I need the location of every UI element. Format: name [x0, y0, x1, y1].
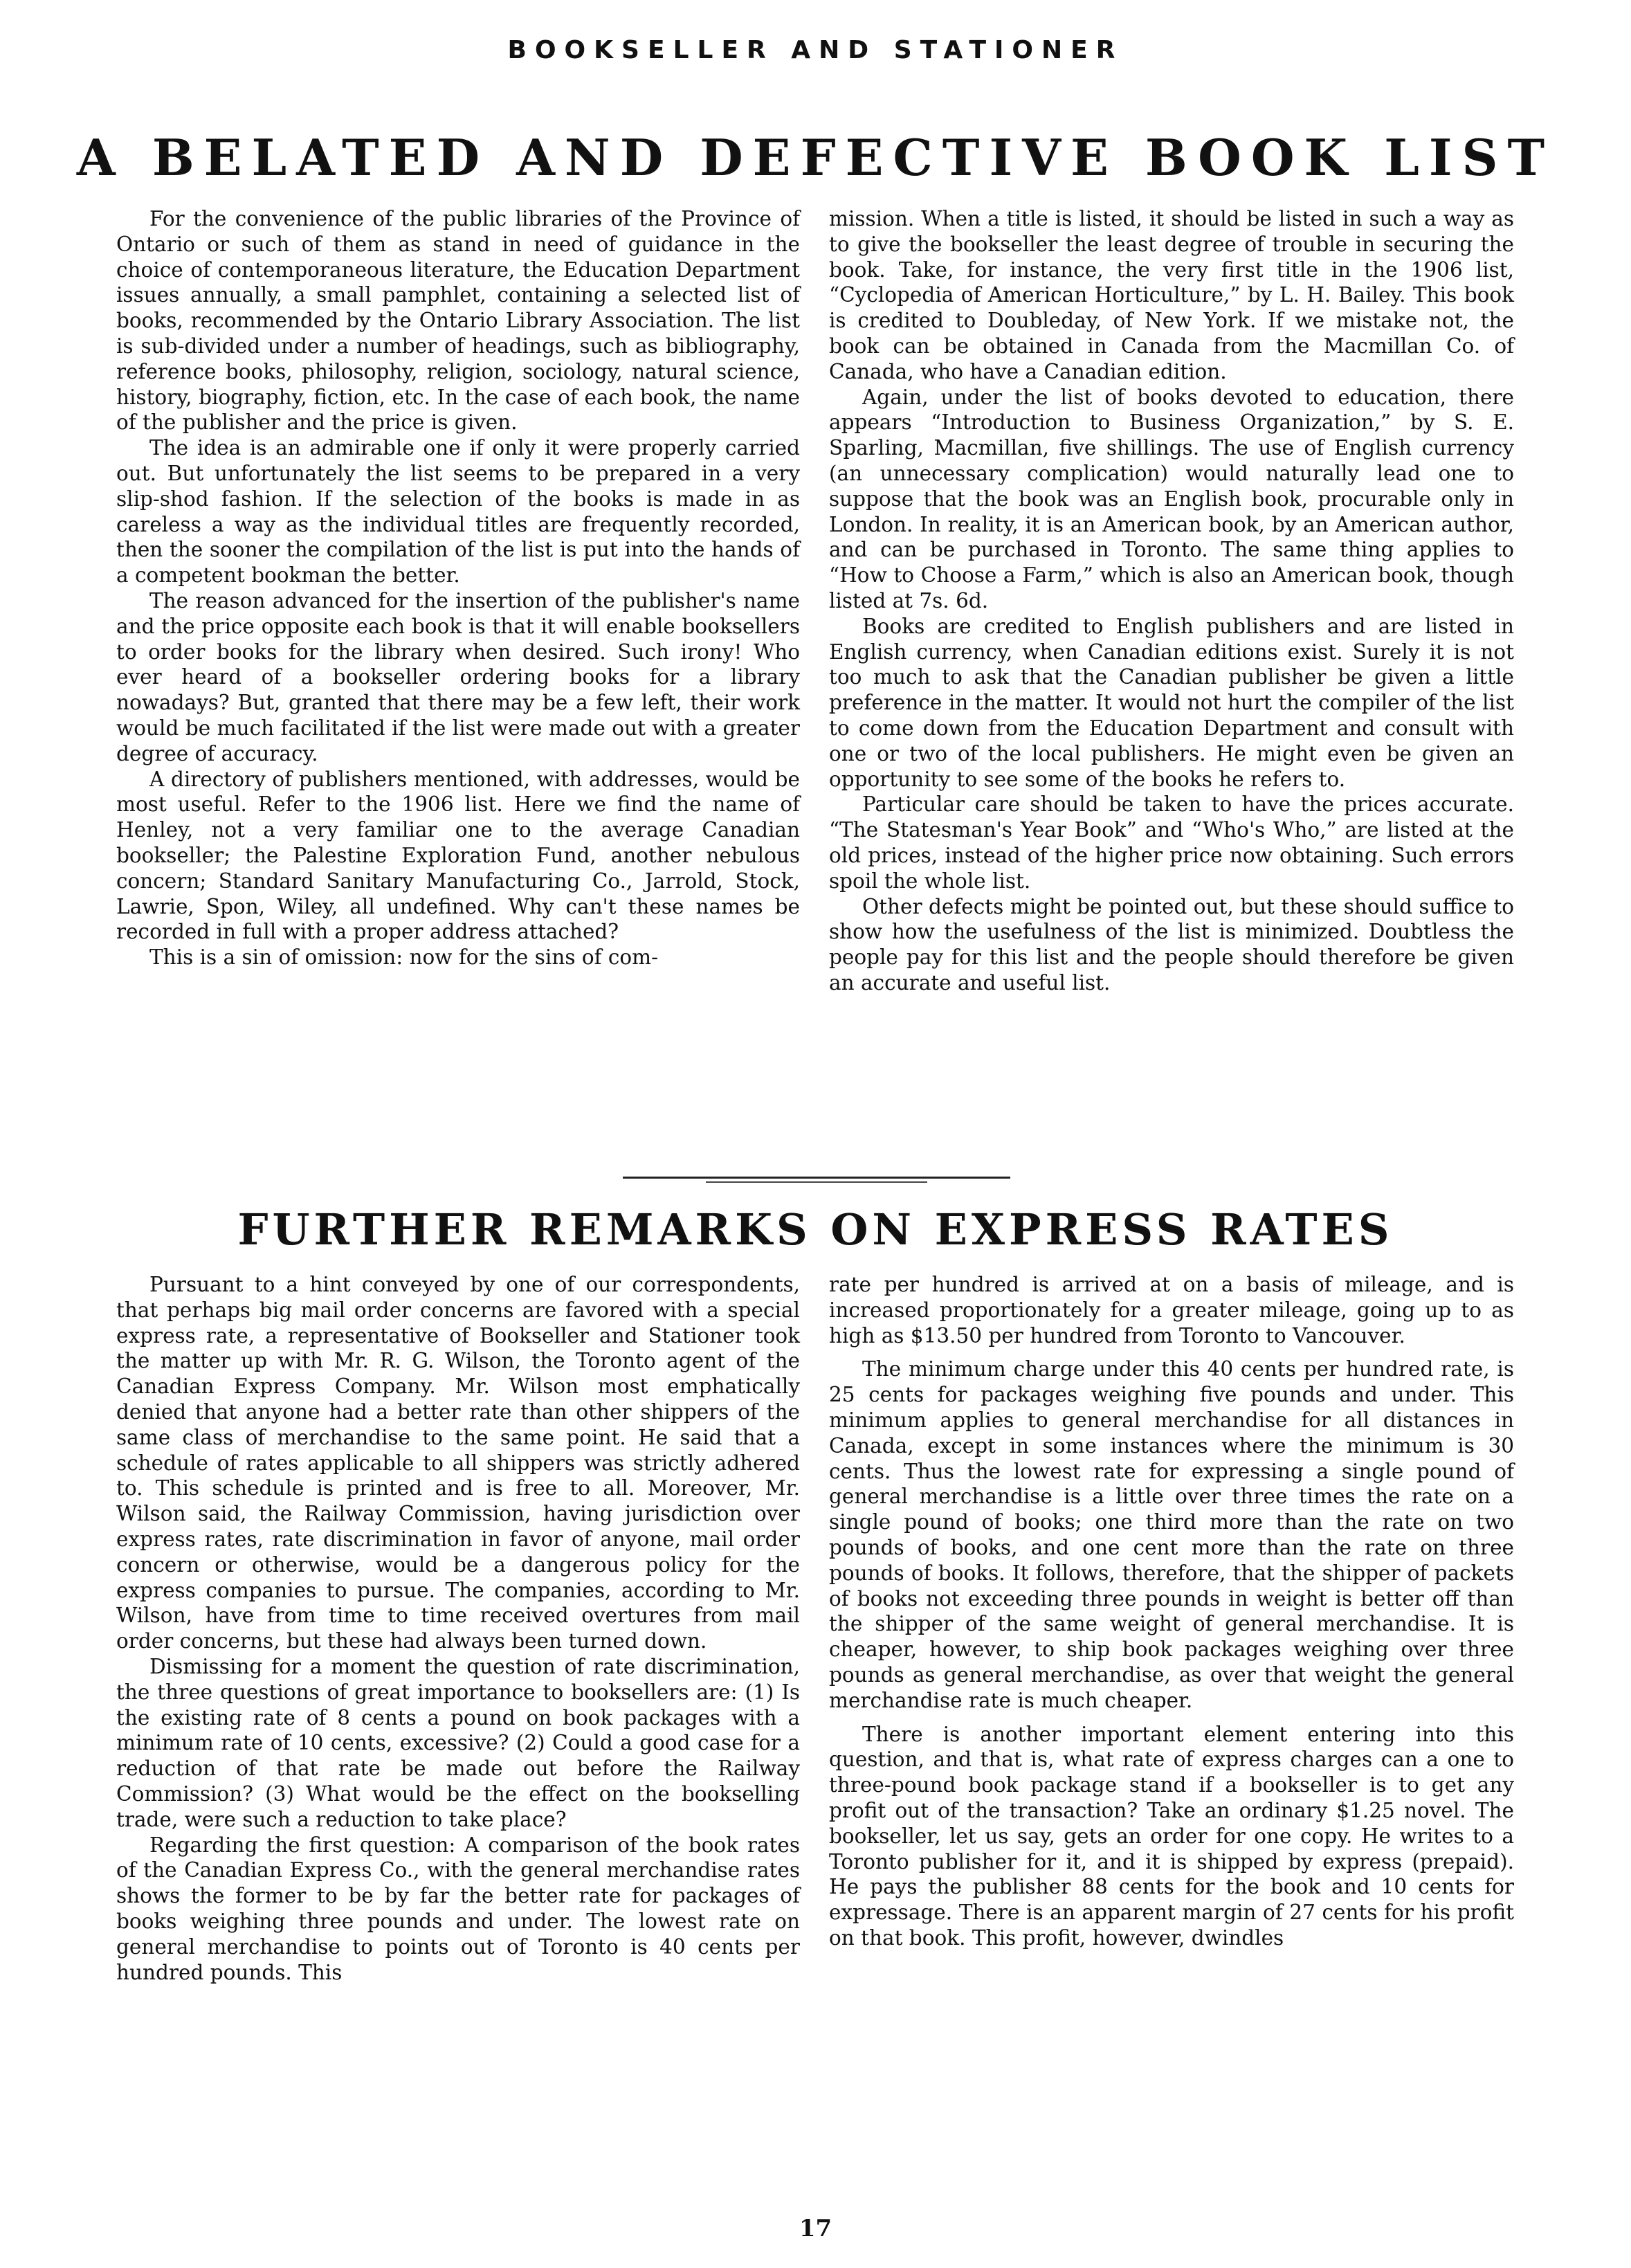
article2-column-right	[829, 1272, 1514, 1959]
paragraph: Books are credited to English publishers and are listed in English currency, when Canadian editions exist. Surely it is not too much to ask that the Canadian publisher be given a little preference in the matter. It would not hurt the compiler of the list to come down from the Education Department and consult with one or two of the local publishers. He might even be given an opportunity to see some of the books he refers to.	[829, 614, 1514, 791]
paragraph: Dismissing for a moment the question of rate discrimination, the three questions of great importance to booksellers are: (1) Is the existing rate of 8 cents a pound on book packages with a minimum rate of 10 cents, excessive? (2) Could a good case for a reduction of that rate be made out before the Railway Commission? (3) What would be the effect on the bookselling trade, were such a reduction to take place?	[116, 1654, 800, 1831]
article-title-express-rates: FURTHER REMARKS ON EXPRESS RATES	[237, 1204, 1394, 1255]
paragraph: There is another important element entering into this question, and that is, what rate of express charges can a one to three-pound book package stand if a bookseller is to get any profit out of the transaction? Take an ordinary $1.25 novel. The bookseller, let us say, gets an order for one copy. He writes to a Toronto publisher for it, and it is shipped by express (prepaid). He pays the publisher 88 cents for the book and 10 cents for expressage. There is an apparent margin of 27 cents for his profit on that book. This profit, however, dwindles	[829, 1722, 1514, 1950]
paragraph: This is a sin of omission: now for the sins of com-	[149, 945, 659, 970]
paragraph: The minimum charge under this 40 cents per hundred rate, is 25 cents for packages weighing five pounds and under. This minimum applies to general merchandise for all distances in Canada, except in some instances where the minimum is 30 cents. Thus the lowest rate for expressing a single pound of general merchandise is a little over three times the rate on a single pound of books; one third more than the rate on two pounds of books, and one cent more than the rate on three pounds of books. It follows, therefore, that the shipper of packets of books not exceeding three pounds in weight is better off than the shipper of the same weight of general merchandise. It is cheaper, however, to ship book packages weighing over three pounds as general merchandise, as over that weight the general merchandise rate is much cheaper.	[829, 1357, 1514, 1712]
paragraph: For the convenience of the public libraries of the Province of Ontario or such of them as stand in need of guidance in the choice of contemporaneous literature, the Education Department issues annually, a small pamphlet, containing a selected list of books, recommended by the Ontario Library Association. The list is sub-divided under a number of headings, such as bibliography, reference books, philosophy, religion, sociology, natural science, history, biography, fiction, etc. In the case of each book, the name of the publisher and the price is given.	[116, 207, 800, 435]
article-title-book-list: A BELATED AND DEFECTIVE BOOK LIST	[76, 128, 1555, 187]
paragraph: Pursuant to a hint conveyed by one of our correspondents, that perhaps big mail order concerns are favored with a special express rate, a representative of Bookseller and Stationer took the matter up with Mr. R. G. Wilson, the Toronto agent of the Canadian Express Company. Mr. Wilson most emphatically denied that anyone had a better rate than other shippers of the same class of merchandise to the same point. He said that a schedule of rates applicable to all shippers was strictly adhered to. This schedule is printed and is free to all. Moreover, Mr. Wilson said, the Railway Commission, having jurisdiction over express rates, rate discrimination in favor of anyone, mail order concern or otherwise, would be a dangerous policy for the express companies to pursue. The companies, according to Mr. Wilson, have from time to time received overtures from mail order concerns, but these had always been turned down.	[116, 1273, 800, 1653]
running-head: BOOKSELLER AND STATIONER	[507, 36, 1124, 64]
paragraph: Particular care should be taken to have the prices accurate. “The Statesman's Year Book” and “Who's Who,” are listed at the old prices, instead of the higher price now obtaining. Such errors spoil the whole list.	[829, 792, 1514, 893]
paragraph: Again, under the list of books devoted to education, there appears “Introduction to Business Organization,” by S. E. Sparling, Macmillan, five shillings. The use of English currency (an unnecessary complication) would naturally lead one to suppose that the book was an English book, procurable only in London. In reality, it is an American book, by an American author, and can be purchased in Toronto. The same thing applies to “How to Choose a Farm,” which is also an American book, though listed at 7s. 6d.	[829, 385, 1514, 613]
section-divider	[623, 1177, 1010, 1185]
article1-column-left	[116, 206, 800, 970]
paragraph: The idea is an admirable one if only it were properly carried out. But unfortunately the list seems to be prepared in a very slip-shod fashion. If the selection of the books is made in as careless a way as the individual titles are frequently recorded, then the sooner the compilation of the list is put into the hands of a competent bookman the better.	[116, 436, 800, 588]
article2-column-left	[116, 1272, 800, 1985]
paragraph: The reason advanced for the insertion of the publisher's name and the price opposite each book is that it will enable booksellers to order books for the library when desired. Such irony! Who ever heard of a bookseller ordering books for a library nowadays? But, granted that there may be a few left, their work would be much facilitated if the list were made out with a greater degree of accuracy.	[116, 588, 800, 765]
page-number: 17	[799, 2215, 832, 2242]
paragraph: A directory of publishers mentioned, with addresses, would be most useful. Refer to the 1906 list. Here we find the name of Henley, not a very familiar one to the average Canadian bookseller; the Palestine Exploration Fund, another nebulous concern; Standard Sanitary Manufacturing Co., Jarrold, Stock, Lawrie, Spon, Wiley, all undefined. Why can't these names be recorded in full with a proper address attached?	[116, 767, 800, 944]
paragraph: Regarding the first question: A comparison of the book rates of the Canadian Express Co., with the general merchandise rates shows the former to be by far the better rate for packages of books weighing three pounds and under. The lowest rate on general merchandise to points out of Toronto is 40 cents per hundred pounds. This	[116, 1833, 800, 1984]
article1-column-right	[829, 206, 1514, 996]
paragraph: mission. When a title is listed, it should be listed in such a way as to give the bookseller the least degree of trouble in securing the book. Take, for instance, the very first title in the 1906 list, “Cyclopedia of American Horticulture,” by L. H. Bailey. This book is credited to Doubleday, of New York. If we mistake not, the book can be obtained in Canada from the Macmillan Co. of Canada, who have a Canadian edition.	[829, 207, 1514, 383]
paragraph: Other defects might be pointed out, but these should suffice to show how the usefulness of the list is minimized. Doubtless the people pay for this list and the people should therefore be given an accurate and useful list.	[829, 894, 1514, 995]
paragraph: rate per hundred is arrived at on a basis of mileage, and is increased proportionately for a greater mileage, going up to as high as $13.50 per hundred from Toronto to Vancouver.	[829, 1273, 1514, 1348]
